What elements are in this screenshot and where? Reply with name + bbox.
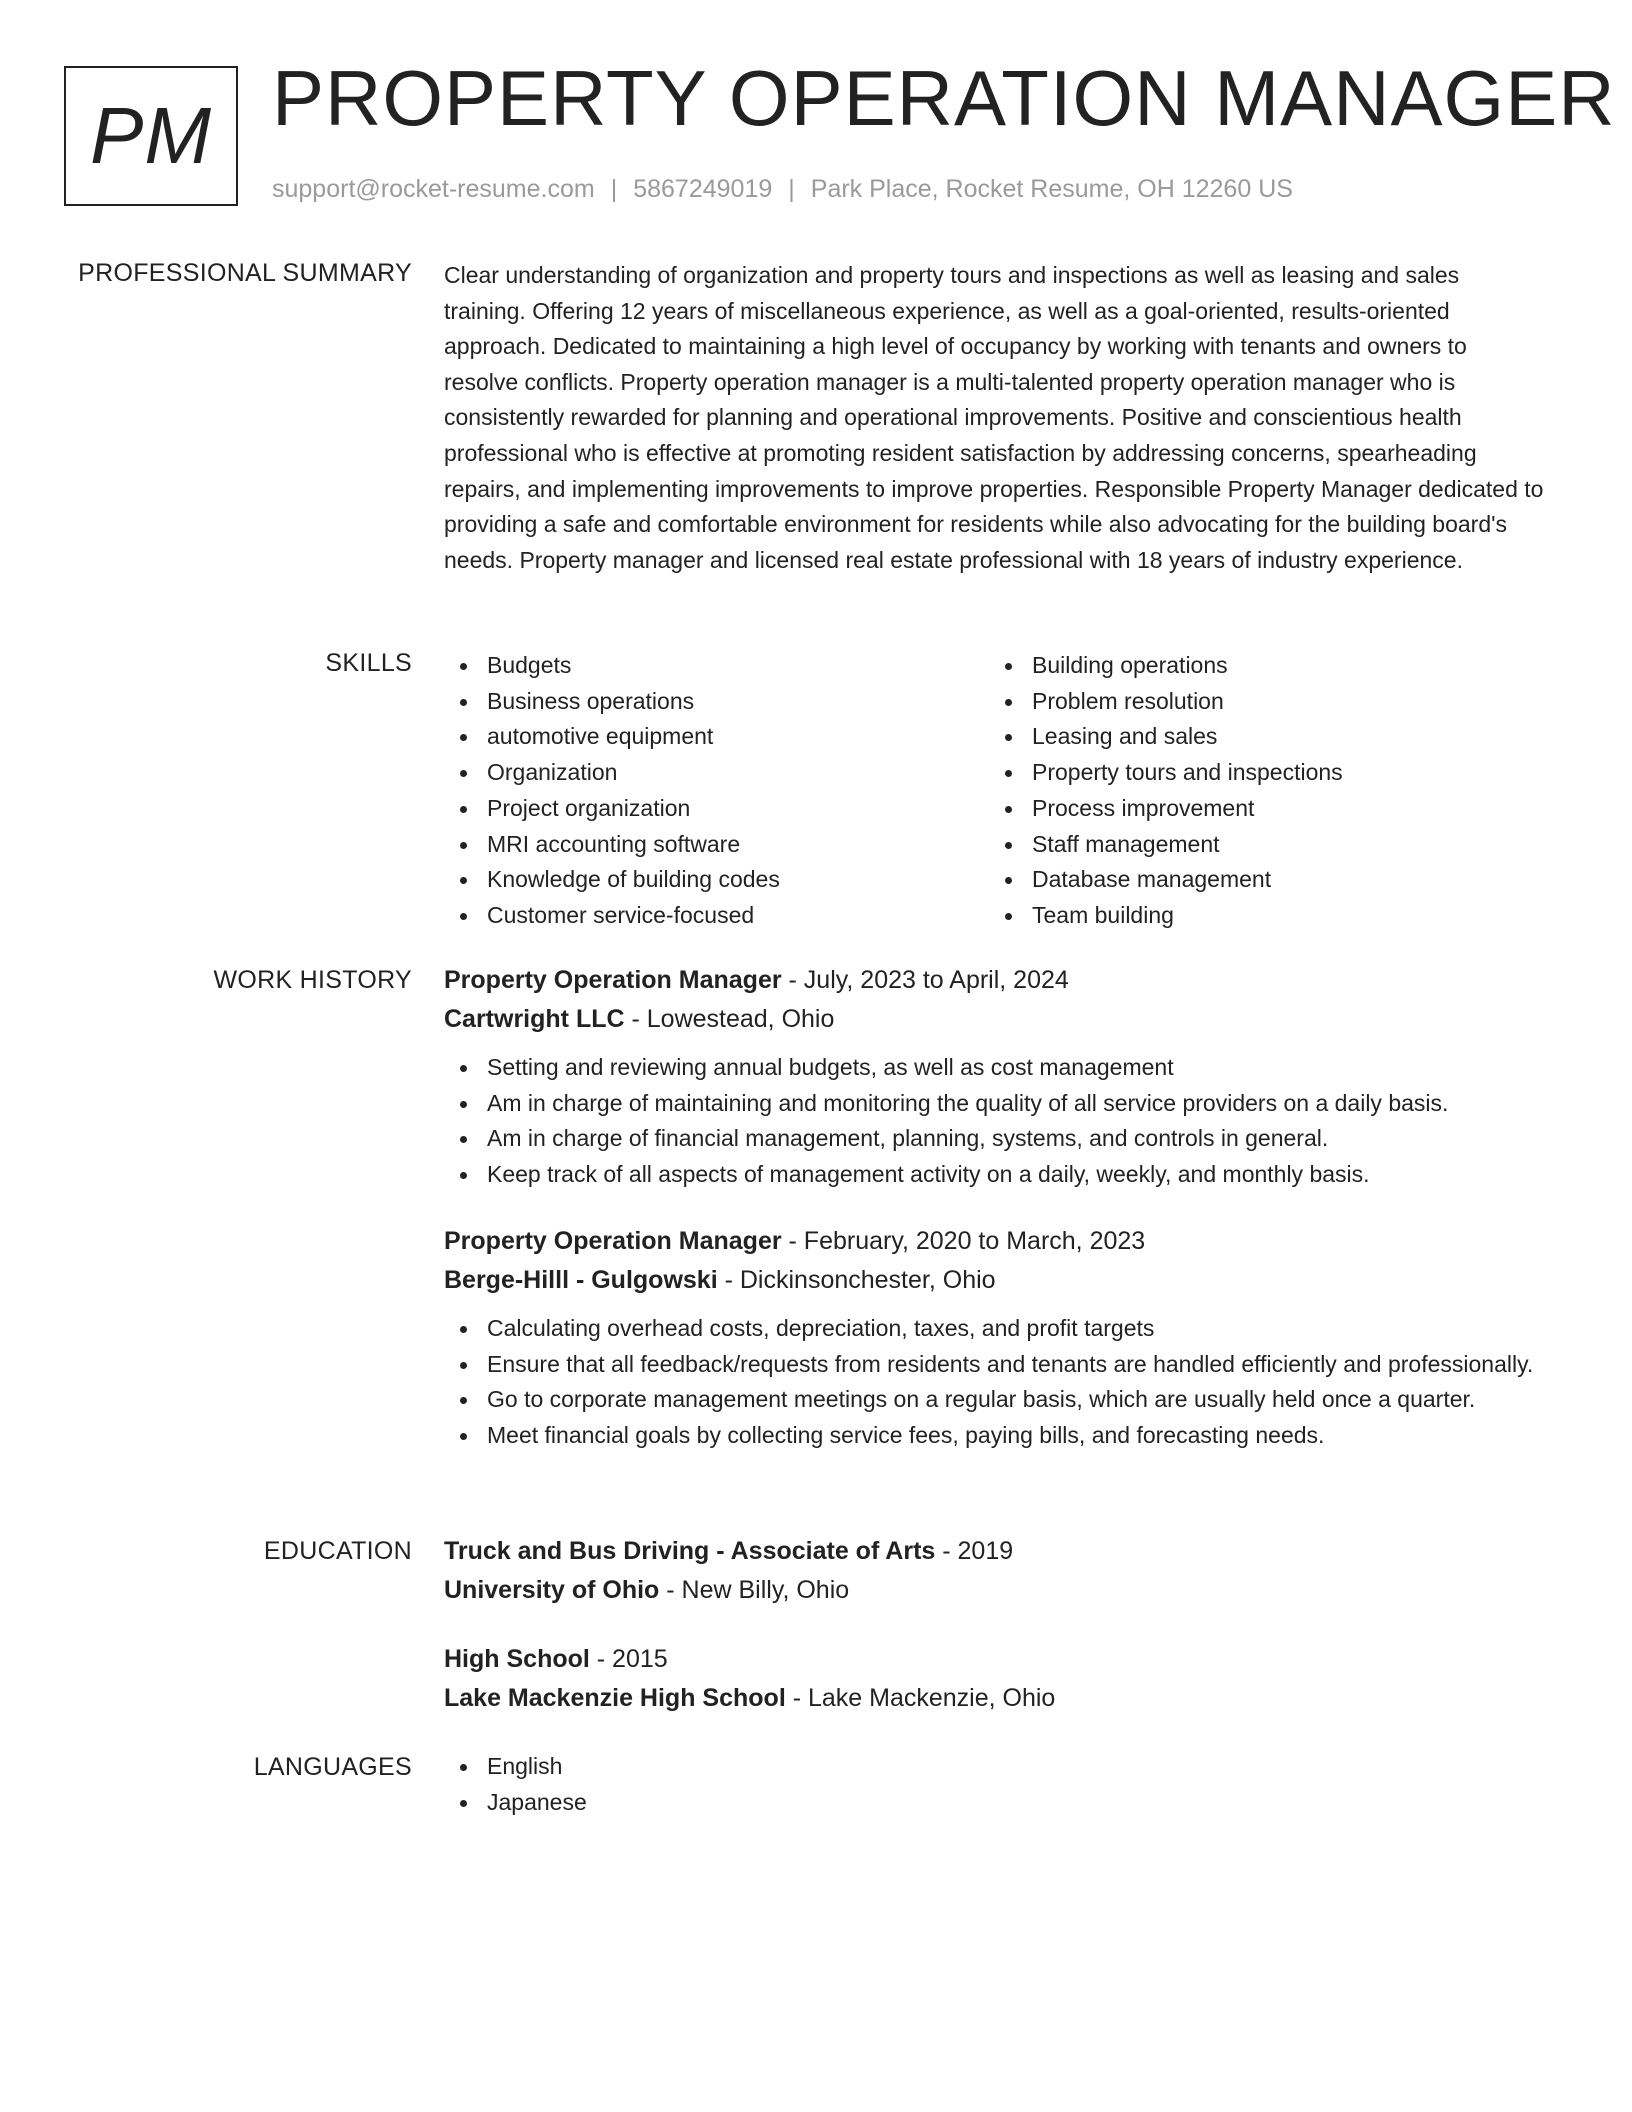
- education-school: University of Ohio: [444, 1576, 660, 1604]
- skill-item: Database management: [989, 862, 1534, 898]
- education-degree-line: [444, 1532, 1544, 1571]
- work-body: [444, 961, 1544, 1454]
- education-school-line: [444, 1679, 1544, 1718]
- job-bullets: [444, 1050, 1544, 1193]
- education-location: - New Billy, Ohio: [659, 1576, 850, 1604]
- skill-item: Knowledge of building codes: [444, 862, 989, 898]
- education-school-line: [444, 1571, 1544, 1610]
- skill-item: Staff management: [989, 827, 1534, 863]
- summary-text: Clear understanding of organization and property tours and inspections as well as leasing and sales training. Offering 12 years of miscellaneous experience, as well as a goal-oriented, results-oriented approach. Dedicated to maintaining a high level of occupancy by working with tenants and owners to resolve conflicts. Property operation manager is a multi-talented property operation manager who is consistently rewarded for planning and operational improvements. Positive and conscientious health professional who is effective at promoting resident satisfaction by addressing concerns, spearheading repairs, and implementing improvements to improve properties. Responsible Property Manager dedicated to providing a safe and comfortable environment for residents while also advocating for the building board's needs. Property manager and licensed real estate professional with 18 years of industry experience.: [444, 262, 1544, 573]
- education-entry: [444, 1532, 1544, 1610]
- contact-phone[interactable]: 5867249019: [633, 175, 773, 203]
- section-heading-work: WORK HISTORY: [213, 966, 412, 994]
- language-item: English: [444, 1749, 1544, 1785]
- skill-item: Organization: [444, 755, 989, 791]
- skill-item: Property tours and inspections: [989, 755, 1534, 791]
- job-bullet: Ensure that all feedback/requests from residents and tenants are handled efficiently and professionally.: [444, 1347, 1544, 1383]
- education-year: - 2015: [589, 1645, 668, 1673]
- languages-list: [444, 1749, 1544, 1820]
- contact-address: Park Place, Rocket Resume, OH 12260 US: [810, 175, 1293, 203]
- skill-item: Budgets: [444, 648, 989, 684]
- contact-line: [272, 174, 1293, 204]
- job-bullet: Setting and reviewing annual budgets, as well as cost management: [444, 1050, 1544, 1086]
- job-dates: - July, 2023 to April, 2024: [781, 966, 1069, 994]
- job-bullet: Go to corporate management meetings on a regular basis, which are usually held once a quarter.: [444, 1382, 1544, 1418]
- resume-title: PROPERTY OPERATION MANAGER: [272, 54, 1616, 142]
- job-location: - Dickinsonchester, Ohio: [717, 1265, 996, 1294]
- education-degree: Truck and Bus Driving - Associate of Arts: [444, 1537, 936, 1565]
- job-title-line: [444, 961, 1544, 1000]
- education-entry: [444, 1640, 1544, 1718]
- job-location: - Lowestead, Ohio: [624, 1005, 835, 1033]
- job-company-line: [444, 1261, 1544, 1300]
- section-heading-languages: LANGUAGES: [253, 1753, 412, 1781]
- job-bullets: [444, 1311, 1544, 1454]
- skills-grid: [444, 648, 1544, 934]
- language-item: Japanese: [444, 1785, 1544, 1821]
- languages-body: [444, 1749, 1544, 1820]
- job-title: Property Operation Manager: [444, 1226, 782, 1255]
- education-body: [444, 1532, 1544, 1718]
- skill-item: Problem resolution: [989, 684, 1534, 720]
- skills-body: [444, 648, 1544, 934]
- job-entry: [444, 1222, 1544, 1454]
- contact-separator: |: [610, 175, 618, 203]
- job-entry: [444, 961, 1544, 1193]
- job-bullet: Meet financial goals by collecting service fees, paying bills, and forecasting needs.: [444, 1418, 1544, 1454]
- education-degree-line: [444, 1640, 1544, 1679]
- job-company: Cartwright LLC: [444, 1005, 625, 1033]
- contact-email[interactable]: support@rocket-resume.com: [272, 175, 595, 203]
- job-bullet: Am in charge of maintaining and monitoring the quality of all service providers on a daily basis.: [444, 1086, 1544, 1122]
- skill-item: MRI accounting software: [444, 827, 989, 863]
- job-company-line: [444, 1000, 1544, 1039]
- skill-item: Team building: [989, 898, 1534, 934]
- skill-item: Business operations: [444, 684, 989, 720]
- education-school: Lake Mackenzie High School: [444, 1684, 786, 1712]
- section-heading-skills: SKILLS: [325, 649, 412, 677]
- education-year: - 2019: [935, 1537, 1014, 1565]
- skill-item: Leasing and sales: [989, 719, 1534, 755]
- skills-column-right: [989, 648, 1534, 934]
- education-degree: High School: [444, 1645, 590, 1673]
- contact-separator: |: [788, 175, 795, 203]
- job-title: Property Operation Manager: [444, 966, 782, 994]
- summary-body: [444, 258, 1544, 578]
- monogram-initials: PM: [90, 91, 212, 180]
- skill-item: Building operations: [989, 648, 1534, 684]
- skill-item: automotive equipment: [444, 719, 989, 755]
- job-bullet: Am in charge of financial management, planning, systems, and controls in general.: [444, 1121, 1544, 1157]
- section-heading-summary: PROFESSIONAL SUMMARY: [78, 259, 412, 287]
- section-heading-education: EDUCATION: [263, 1537, 412, 1565]
- monogram-box: [64, 66, 238, 206]
- job-dates: - February, 2020 to March, 2023: [781, 1226, 1146, 1255]
- skill-item: Customer service-focused: [444, 898, 989, 934]
- job-company: Berge-Hilll - Gulgowski: [444, 1265, 718, 1294]
- job-bullet: Calculating overhead costs, depreciation, taxes, and profit targets: [444, 1311, 1544, 1347]
- education-location: - Lake Mackenzie, Ohio: [785, 1684, 1056, 1712]
- skill-item: Project organization: [444, 791, 989, 827]
- job-title-line: [444, 1222, 1544, 1261]
- skills-column-left: [444, 648, 989, 934]
- job-bullet: Keep track of all aspects of management activity on a daily, weekly, and monthly basis.: [444, 1157, 1544, 1193]
- skill-item: Process improvement: [989, 791, 1534, 827]
